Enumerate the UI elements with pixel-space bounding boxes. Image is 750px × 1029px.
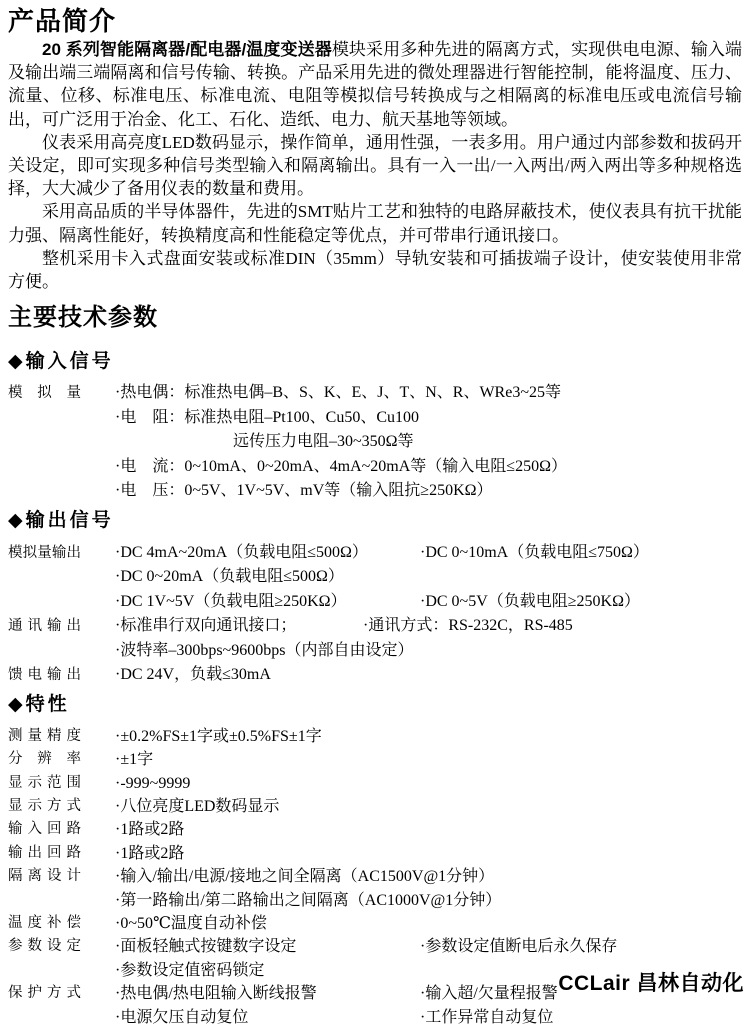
input-signal-rows [8,381,742,504]
output-signal-heading: ◆输出信号 [8,509,114,531]
spec-value: ·输入/输出/电源/接地之间全隔离（AC1500V@1分钟） [115,868,495,886]
tech-params-title: 主要技术参数 [8,304,158,332]
spec-row [8,889,742,912]
spec-label [8,455,115,480]
spec-value: ·八位亮度LED数码显示 [115,797,280,815]
input-signal-heading: ◆输入信号 [8,351,114,373]
spec-label: 测量精度 [8,727,81,744]
spec-label: 模拟量输出 [8,544,81,561]
spec-row [8,541,742,566]
spec-label [8,590,115,615]
spec-value: ·±0.2%FS±1字或±0.5%FS±1字 [115,727,322,745]
spec-label: 馈电输出 [8,667,81,684]
spec-row [8,614,742,639]
spec-label: 输入回路 [8,821,81,838]
product-series-name: 20 系列智能隔离器/配电器/温度变送器 [42,40,332,59]
page-title: 产品简介 [8,6,117,36]
spec-value: ·热电偶/热电阻输入断线报警 [115,985,317,1003]
spec-value-col2: ·参数设定值断电后永久保存 [420,938,618,956]
spec-row [8,795,742,818]
spec-value: ·DC 24V，负载≤30mA [115,666,271,684]
spec-value: ·1路或2路 [115,844,185,862]
spec-row [8,430,742,455]
spec-label: 显示范围 [8,774,81,791]
spec-row [8,381,742,406]
spec-value: ·±1字 [115,751,154,769]
spec-row [8,865,742,888]
spec-row [8,842,742,865]
spec-label [8,479,115,504]
spec-label [8,1006,115,1029]
spec-row [8,818,742,841]
spec-label: 分辨率 [8,751,81,768]
spec-row [8,912,742,935]
intro-paragraph-4: 整机采用卡入式盘面安装或标准DIN（35mm）导轨安装和可插拔端子设计，使安装使用非常方便。 [8,248,742,292]
intro-paragraph-1-text: 模块采用多种先进的隔离方式，实现供电电源、输入端及输出端三端隔离和信号传输、转换。产品采用先进的微处理器进行智能控制，能将温度、压力、流量、位移、标准电压、标准电流、电阻等模拟信号转换成与之相隔离的标准电压或电流信号输出，可广泛用于冶金、化工、石化、造纸、电力、航天基地等领域。 [8,40,743,129]
spec-value: ·电 阻：标准热电阻–Pt100、Cu50、Cu100 [115,408,420,426]
spec-value: ·标准串行双向通讯接口； [115,617,297,635]
spec-value: ·面板轻触式按键数字设定 [115,938,297,956]
spec-label: 模拟量 [8,385,81,402]
spec-row [8,725,742,748]
spec-label: 通讯输出 [8,618,81,635]
spec-label: 显示方式 [8,797,81,814]
output-signal-rows [8,541,742,688]
company-logo: CCLair 昌林自动化 [558,972,744,995]
spec-label [8,406,115,431]
spec-label: 温度补偿 [8,914,81,931]
spec-label: 参数设定 [8,938,81,955]
spec-value: ·1路或2路 [115,821,185,839]
spec-value: ·-999~9999 [115,774,191,792]
spec-row [8,1006,742,1029]
spec-row [8,772,742,795]
spec-value: ·电 流：0~10mA、0~20mA、4mA~20mA等（输入电阻≤250Ω） [115,457,567,475]
spec-row [8,479,742,504]
spec-value: ·参数设定值密码锁定 [115,961,265,979]
spec-value: ·波特率–300bps~9600bps（内部自由设定） [115,641,414,659]
spec-value: ·DC 0~20mA（负载电阻≤500Ω） [115,568,344,586]
spec-row [8,565,742,590]
spec-row [8,663,742,688]
spec-label: 隔离设计 [8,868,81,885]
spec-value: ·DC 1V~5V（负载电阻≥250KΩ） [115,592,347,610]
spec-label [8,639,115,664]
spec-value: ·第一路输出/第二路输出之间隔离（AC1000V@1分钟） [115,891,502,909]
spec-label: 保护方式 [8,985,81,1002]
spec-value: ·热电偶：标准热电偶–B、S、K、E、J、T、N、R、WRe3~25等 [115,384,561,402]
spec-row [8,455,742,480]
spec-value-col2: ·工作异常自动复位 [420,1008,554,1026]
spec-value-col2: ·输入超/欠量程报警 [420,985,558,1003]
intro-section [8,38,742,293]
spec-value: 远传压力电阻–30~350Ω等 [233,433,414,451]
spec-value: ·0~50℃温度自动补偿 [115,914,267,932]
spec-row [8,406,742,431]
features-heading: ◆特性 [8,693,70,715]
spec-label [8,889,115,912]
spec-label: 输出回路 [8,844,81,861]
intro-paragraph-3: 采用高品质的半导体器件，先进的SMT贴片工艺和独特的电路屏蔽技术，使仪表具有抗干扰能力强、隔离性能好，转换精度高和性能稳定等优点，并可带串行通讯接口。 [8,202,742,245]
spec-value: ·DC 4mA~20mA（负载电阻≤500Ω） [115,543,368,561]
spec-label [8,565,115,590]
spec-value-col2: ·DC 0~5V（负载电阻≥250KΩ） [420,592,640,610]
spec-label [8,430,115,455]
spec-row [8,590,742,615]
intro-paragraph-1 [8,38,742,131]
intro-paragraph-2: 仪表采用高亮度LED数码显示，操作简单，通用性强，一表多用。用户通过内部参数和拔码开关设定，即可实现多种信号类型输入和隔离输出。具有一入一出/一入两出/两入两出等多种规格选择，大大减少了备用仪表的数量和费用。 [8,132,742,199]
spec-value: ·电 压：0~5V、1V~5V、mV等（输入阻抗≥250KΩ） [115,482,493,500]
spec-row [8,639,742,664]
spec-label [8,959,115,982]
spec-row [8,935,742,958]
spec-row [8,748,742,771]
spec-value: ·电源欠压自动复位 [115,1008,249,1026]
spec-value-col2: ·通讯方式：RS-232C，RS-485 [363,617,573,635]
spec-value-col2: ·DC 0~10mA（负载电阻≤750Ω） [420,543,649,561]
